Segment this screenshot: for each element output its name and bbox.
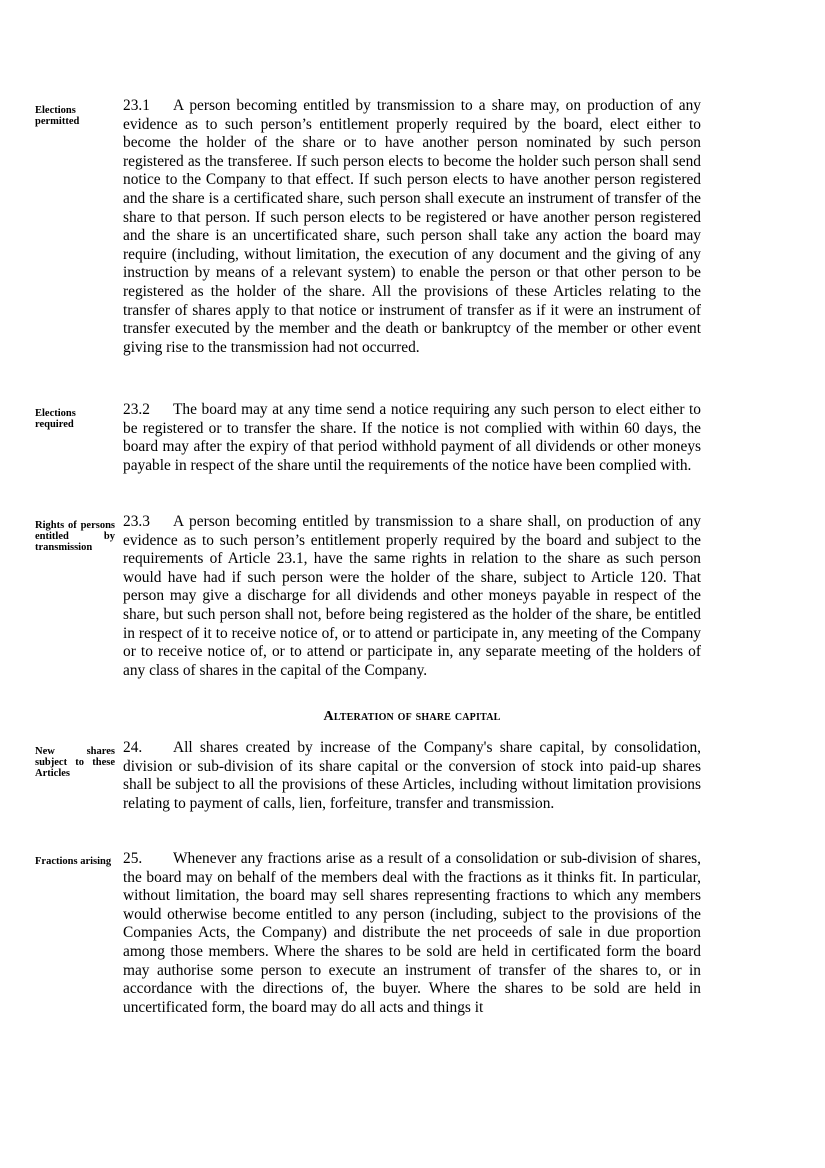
clause-text: A person becoming entitled by transmission to a share may, on production of any evidence as to such person’s entitlement properly required by the board, elect either to become the holder of the share or to have another person nominated by such person registered as the transferee. If such person elects to become the holder such person shall send notice to the Company to that effect. If such person elects to have another person registered and the share is a certificated share, such person shall execute an instrument of transfer of the share to that person. If such person elects to be registered or have another person registered and the share is an uncertificated share, such person shall take any action the board may require (including, without limitation, the execution of any document and the giving of any instruction by means of a relevant system) to enable the person or that other person to be registered as the holder of the share. All the provisions of these Articles relating to the transfer of shares apply to that notice or instrument of transfer as if it were an instrument of transfer executed by the member and the death or bankruptcy of the member or other event giving rise to the transmission had not occurred. <box>123 97 701 356</box>
clause-number: 23.3 <box>123 513 150 530</box>
margin-note: Fractions arising <box>35 856 112 867</box>
clause-body <box>123 850 701 1017</box>
clause-number: 23.1 <box>123 97 150 114</box>
clause-body <box>123 513 701 680</box>
clause-body <box>123 401 701 475</box>
clause-body <box>123 739 701 813</box>
clause-text: The board may at any time send a notice requiring any such person to elect either to be registered or to transfer the share. If the notice is not complied with within 60 days, the board may after the expiry of that period withhold payment of all dividends or other moneys payable in respect of the share until the requirements of the notice have been complied with. <box>123 401 701 474</box>
clause-number: 24. <box>123 739 143 756</box>
margin-note: Elections required <box>35 408 76 430</box>
clause-text: All shares created by increase of the Company's share capital, by consolidation, division or sub-division of its share capital or the conversion of stock into paid-up shares shall be subject to all the provisions of these Articles, including without limitation provisions relating to payment of calls, lien, forfeiture, transfer and transmission. <box>123 739 701 812</box>
margin-note: New shares subject to these Articles <box>35 746 115 779</box>
section-heading: Alteration of share capital <box>323 709 501 724</box>
margin-note: Rights of persons entitled by transmission <box>35 520 115 553</box>
clause-text: A person becoming entitled by transmission to a share shall, on production of any evidence as to such person’s entitlement properly required by the board and subject to the requirements of Article 23.1, have the same rights in relation to the share as such person would have had if such person were the holder of the share, subject to Article 120. That person may give a discharge for all dividends and other moneys payable in respect of the share, but such person shall not, before being registered as the holder of the share, be entitled in respect of it to receive notice of, or to attend or participate in, any meeting of the Company or to receive notice of, or to attend or participate in, any separate meeting of the holders of any class of shares in the capital of the Company. <box>123 513 701 679</box>
clause-text: Whenever any fractions arise as a result of a consolidation or sub-division of shares, the board may on behalf of the members deal with the fractions as it thinks fit. In particular, without limitation, the board may sell shares representing fractions to which any members would otherwise become entitled to any person (including, subject to the provisions of the Companies Acts, the Company) and distribute the net proceeds of sale in due proportion among those members. Where the shares to be sold are held in certificated form the board may authorise some person to execute an instrument of transfer of the shares to, or in accordance with the directions of, the buyer. Where the shares to be sold are held in uncertificated form, the board may do all acts and things it <box>123 850 701 1016</box>
clause-body <box>123 97 701 357</box>
margin-note: Elections permitted <box>35 105 80 127</box>
clause-number: 25. <box>123 850 143 867</box>
clause-number: 23.2 <box>123 401 150 418</box>
